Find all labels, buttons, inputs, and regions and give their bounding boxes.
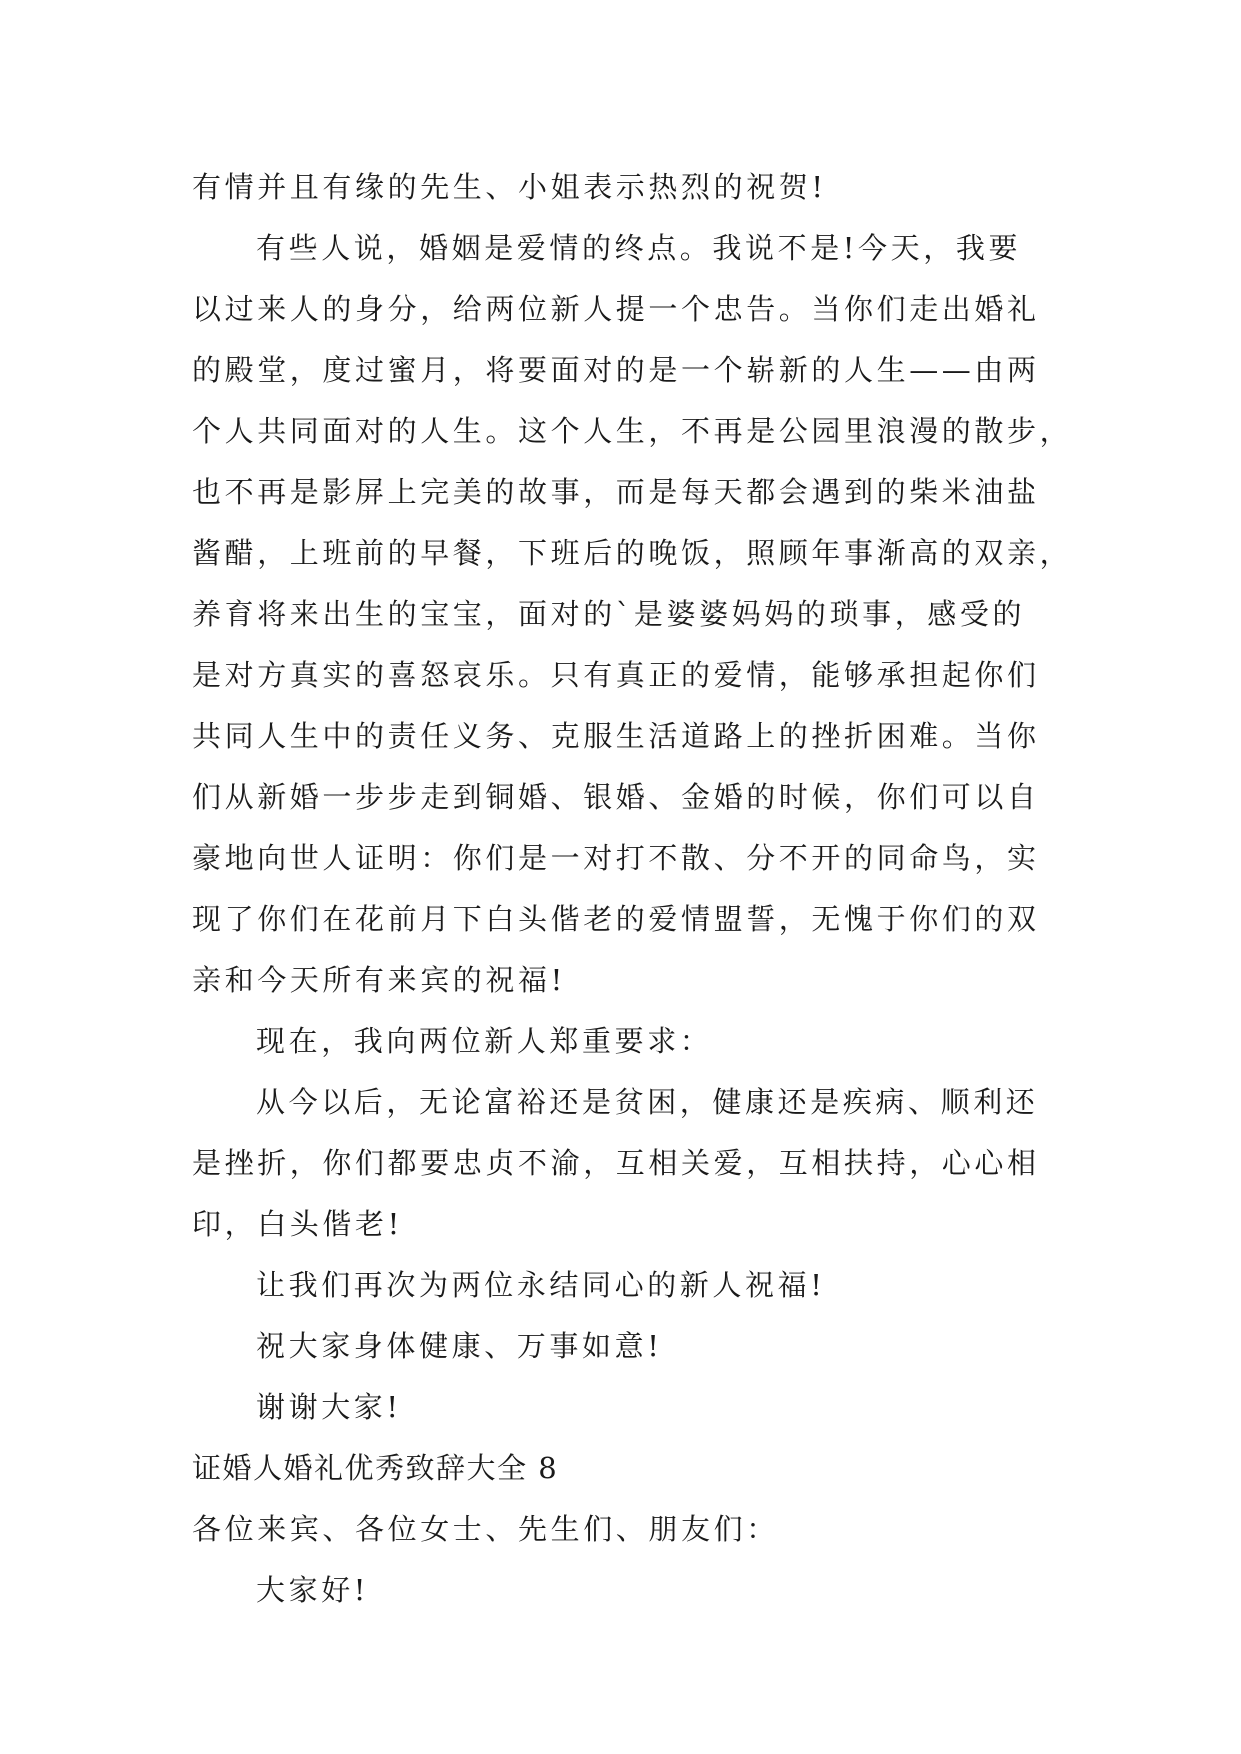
paragraph-line: 的殿堂，度过蜜月，将要面对的是一个崭新的人生——由两 bbox=[192, 353, 1040, 387]
paragraph-line: 现了你们在花前月下白头偕老的爱情盟誓，无愧于你们的双 bbox=[192, 902, 1040, 936]
paragraph-line: 以过来人的身分，给两位新人提一个忠告。当你们走出婚礼 bbox=[192, 292, 1040, 326]
paragraph-line: 有情并且有缘的先生、小姐表示热烈的祝贺! bbox=[192, 170, 827, 204]
paragraph-line: 祝大家身体健康、万事如意! bbox=[256, 1329, 663, 1363]
paragraph-line: 印，白头偕老! bbox=[192, 1207, 403, 1241]
paragraph-line: 让我们再次为两位永结同心的新人祝福! bbox=[256, 1268, 826, 1302]
paragraph-line: 豪地向世人证明：你们是一对打不散、分不开的同命鸟，实 bbox=[192, 841, 1040, 875]
paragraph-line: 共同人生中的责任义务、克服生活道路上的挫折困难。当你 bbox=[192, 719, 1040, 753]
paragraph-line: 谢谢大家! bbox=[256, 1390, 402, 1424]
paragraph-line: 从今以后，无论富裕还是贫困，健康还是疾病、顺利还 bbox=[256, 1085, 1039, 1119]
paragraph-line: 也不再是影屏上完美的故事，而是每天都会遇到的柴米油盐 bbox=[192, 475, 1040, 509]
greeting-line: 大家好! bbox=[256, 1573, 370, 1607]
paragraph-line: 个人共同面对的人生。这个人生，不再是公园里浪漫的散步， bbox=[192, 414, 1073, 448]
paragraph-line: 养育将来出生的宝宝，面对的`是婆婆妈妈的琐事，感受的 bbox=[192, 597, 1026, 631]
paragraph-line: 现在，我向两位新人郑重要求： bbox=[256, 1024, 713, 1058]
paragraph-line: 亲和今天所有来宾的祝福! bbox=[192, 963, 566, 997]
document-body bbox=[192, 157, 1073, 1621]
paragraph-line: 有些人说，婚姻是爱情的终点。我说不是!今天，我要 bbox=[256, 231, 1022, 265]
paragraph-line: 酱醋，上班前的早餐，下班后的晚饭，照顾年事渐高的双亲， bbox=[192, 536, 1073, 570]
paragraph-line: 们从新婚一步步走到铜婚、银婚、金婚的时候，你们可以自 bbox=[192, 780, 1040, 814]
salutation-line: 各位来宾、各位女士、先生们、朋友们： bbox=[192, 1512, 779, 1546]
section-heading: 证婚人婚礼优秀致辞大全 8 bbox=[192, 1451, 559, 1485]
paragraph-line: 是对方真实的喜怒哀乐。只有真正的爱情，能够承担起你们 bbox=[192, 658, 1040, 692]
paragraph-line: 是挫折，你们都要忠贞不渝，互相关爱，互相扶持，心心相 bbox=[192, 1146, 1040, 1180]
